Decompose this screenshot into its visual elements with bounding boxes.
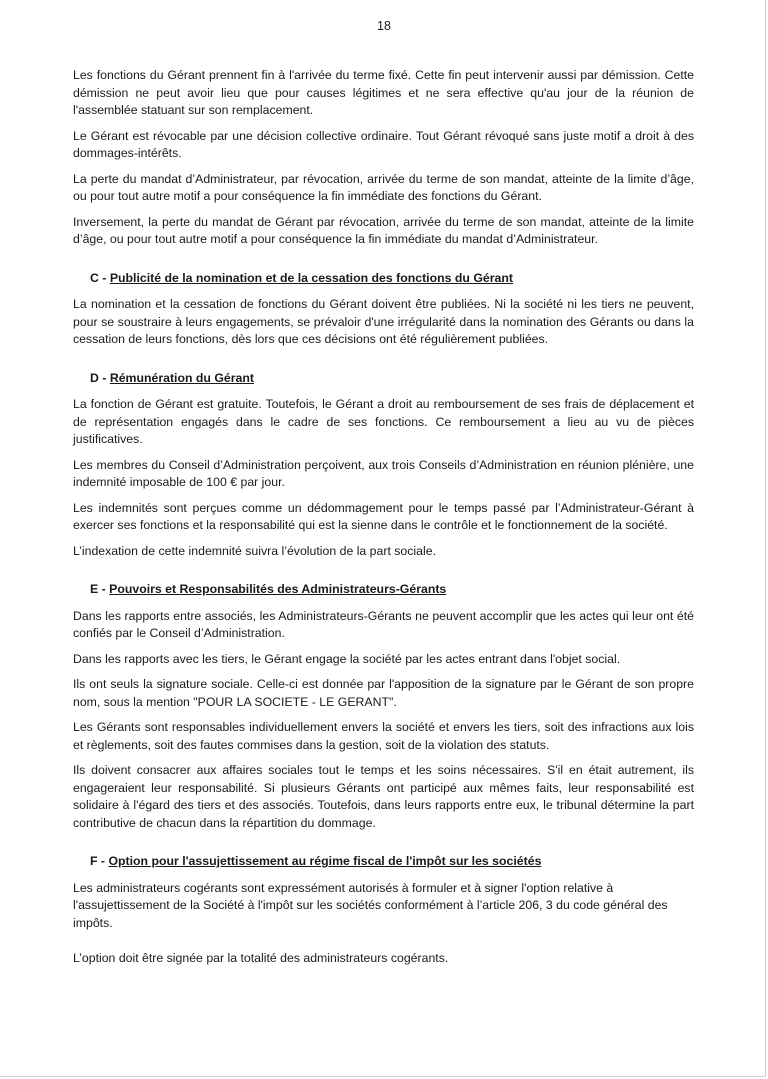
paragraph: Les administrateurs cogérants sont expressément autorisés à formuler et à signer l'option relative à l'assujettissement de la Société à l'impôt sur les sociétés conformément à l’article 206, 3 du code général des impôts. (73, 880, 668, 930)
section-letter: E - (90, 582, 110, 596)
paragraph: Dans les rapports avec les tiers, le Gérant engage la société par les actes entrant dans l'objet social. (73, 651, 621, 666)
document-body (73, 67, 694, 976)
paragraph: Dans les rapports entre associés, les Administrateurs-Gérants ne peuvent accomplir que les actes qui leur ont été confiés par le Conseil d’Administration. (73, 608, 694, 640)
section-f-heading (90, 853, 694, 871)
paragraph: La perte du mandat d’Administrateur, par révocation, arrivée du terme de son mandat, atteinte de la limite d’âge, ou pour tout autre motif a pour conséquence la fin immédiate des fonctions du Gérant. (73, 171, 694, 203)
paragraph: La fonction de Gérant est gratuite. Toutefois, le Gérant a droit au remboursement de ses frais de déplacement et de représentation engagés dans le cadre de ses fonctions. Ce remboursement a lieu au vu de pièces justificatives. (73, 397, 694, 446)
section-letter: C - (90, 270, 110, 285)
section-title-text: Option pour l'assujettissement au régime fiscal de l'impôt sur les sociétés (108, 854, 542, 868)
section-title-text: Pouvoirs et Responsabilités des Administrateurs-Gérants (109, 582, 447, 596)
paragraph: Le Gérant est révocable par une décision collective ordinaire. Tout Gérant révoqué sans juste motif a droit à des dommages-intérêts. (73, 128, 694, 160)
section-d-heading (90, 370, 694, 388)
paragraph: Ils ont seuls la signature sociale. Celle-ci est donnée par l'apposition de la signature par le Gérant de son propre nom, sous la mention "POUR LA SOCIETE - LE GERANT". (73, 677, 694, 709)
paragraph: Les indemnités sont perçues comme un dédommagement pour le temps passé par l’Administrateur-Gérant à exercer ses fonctions et la responsabilité qui est la sienne dans le contrôle et le fonctionnement de la société. (73, 500, 694, 532)
section-letter: D - (90, 370, 110, 385)
section-letter: F - (90, 854, 109, 868)
section-e-heading (90, 581, 694, 599)
section-c-heading (90, 270, 694, 288)
paragraph: Inversement, la perte du mandat de Gérant par révocation, arrivée du terme de son mandat, atteinte de la limite d’âge, ou pour tout autre motif a pour conséquence la fin immédiate du mandat d’Administrateur. (73, 214, 694, 246)
paragraph: Les fonctions du Gérant prennent fin à l'arrivée du terme fixé. Cette fin peut intervenir aussi par démission. Cette démission ne peut avoir lieu que pour causes légitimes et ne sera effective qu'au jour de la réunion de l'assemblée statuant sur son remplacement. (73, 68, 694, 117)
paragraph: L’option doit être signée par la totalité des administrateurs cogérants. (73, 951, 449, 965)
page-number: 18 (377, 19, 391, 33)
paragraph: Les Gérants sont responsables individuellement envers la société et envers les tiers, soit des infractions aux lois et règlements, soit des fautes commises dans la gestion, soit de la violation des statuts. (73, 720, 694, 752)
section-title-text: Rémunération du Gérant (109, 370, 254, 385)
paragraph: L’indexation de cette indemnité suivra l’évolution de la part sociale. (73, 543, 436, 558)
paragraph: La nomination et la cessation de fonctions du Gérant doivent être publiées. Ni la société ni les tiers ne peuvent, pour se soustraire à leurs engagements, se prévaloir d'une irrégularité dans la nomination des Gérants ou dans la cessation de leurs fonctions, dès lors que ces décisions ont été régulièrement publiées. (73, 297, 694, 346)
section-title-text: Publicité de la nomination et de la cessation des fonctions du Gérant (109, 270, 513, 285)
paragraph: Ils doivent consacrer aux affaires sociales tout le temps et les soins nécessaires. S'il en était autrement, ils engageraient leur responsabilité. Si plusieurs Gérants ont participé aux mêmes faits, leur responsabilité est solidaire à l'égard des tiers et des associés. Toutefois, dans leurs rapports entre eux, le tribunal détermine la part contributive de chacun dans la répartition du dommage. (73, 763, 694, 830)
paragraph: Les membres du Conseil d’Administration perçoivent, aux trois Conseils d’Administration en réunion plénière, une indemnité imposable de 100 € par jour. (73, 457, 694, 489)
